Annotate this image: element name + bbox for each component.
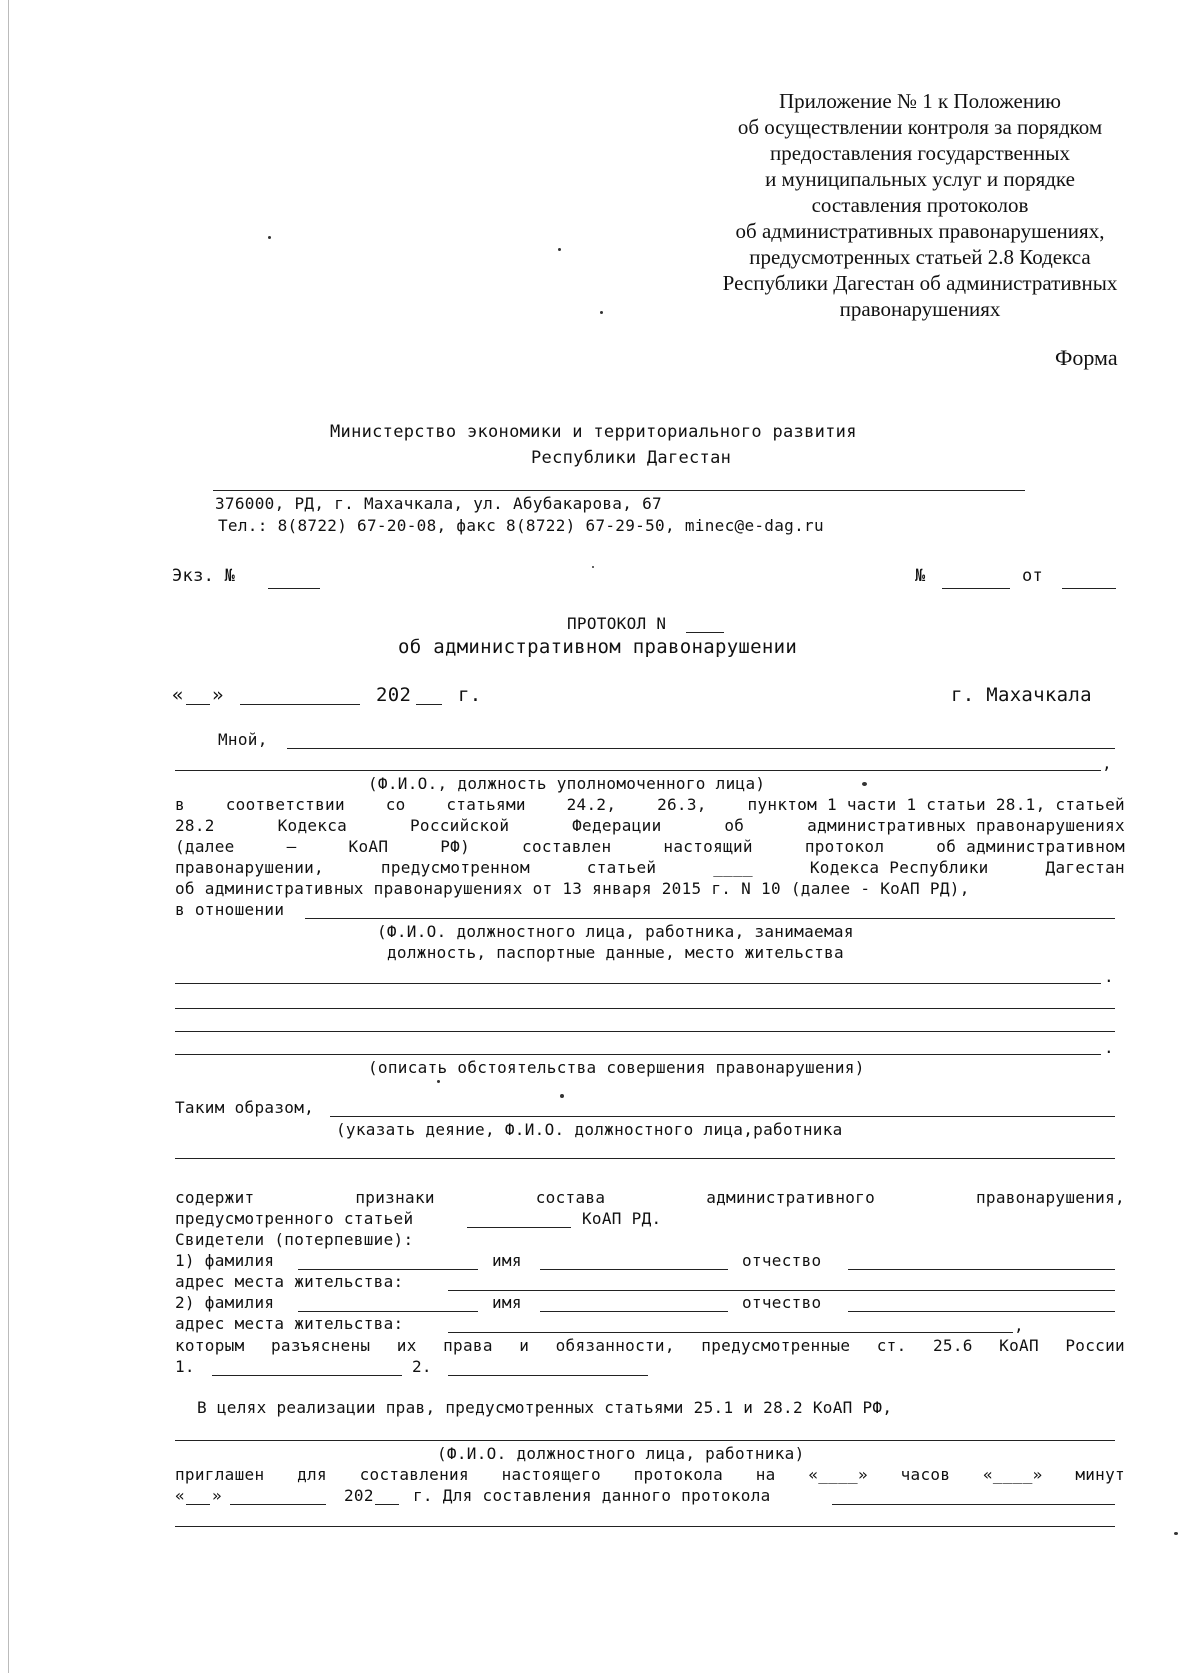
witness1-surname-field[interactable]	[298, 1269, 478, 1270]
para1-line5: об административных правонарушениях от 13 января 2015 г. N 10 (далее - КоАП РД),	[175, 879, 970, 898]
annex-line: предоставления государственных	[770, 141, 1070, 165]
copy-number-label: Экз. №	[172, 566, 236, 586]
date-close-quote: »	[212, 684, 224, 706]
date2-day-field[interactable]	[186, 1504, 210, 1505]
annex-line: составления протоколов	[811, 193, 1029, 217]
annex-line: правонарушениях	[839, 297, 1001, 321]
witness1-patronymic-field[interactable]	[848, 1269, 1115, 1270]
annex-line: об административных правонарушениях,	[735, 219, 1105, 243]
date2-close-quote: »	[212, 1486, 222, 1505]
witness2-name-label: имя	[492, 1293, 522, 1312]
number-label: №	[915, 566, 926, 586]
year-suffix: г.	[458, 684, 482, 706]
date2-year-field[interactable]	[375, 1504, 399, 1505]
copy-number-field[interactable]	[268, 588, 320, 589]
circumstances-line-2[interactable]	[175, 1031, 1115, 1032]
koap-rd: КоАП РД.	[582, 1209, 662, 1228]
witness1-patronymic-label: отчество	[742, 1251, 822, 1270]
by-me-label: Мной,	[218, 730, 268, 749]
provided-by-label: предусмотренного статьей	[175, 1209, 414, 1228]
signature-1-label: 1.	[175, 1357, 195, 1376]
witnesses-label: Свидетели (потерпевшие):	[175, 1230, 414, 1249]
signature-1-field[interactable]	[212, 1375, 402, 1376]
in-relation-label: в отношении	[175, 900, 285, 919]
protocol-subtitle: об административном правонарушении	[398, 636, 798, 658]
contains-line: содержит признаки состава административного правонарушения,	[175, 1188, 1125, 1207]
scan-speck	[862, 782, 867, 786]
period: .	[1104, 967, 1114, 986]
annex-line: предусмотренных статьей 2.8 Кодекса	[749, 245, 1091, 269]
witness2-address-field[interactable]	[448, 1332, 1013, 1333]
number-field[interactable]	[942, 588, 1010, 589]
annex-line: об осуществлении контроля за порядком	[737, 115, 1103, 139]
scan-speck	[268, 236, 271, 239]
scan-speck	[600, 311, 603, 314]
protocol-title: ПРОТОКОЛ N	[567, 614, 667, 633]
witness2-surname-field[interactable]	[298, 1311, 478, 1312]
signature-2-label: 2.	[412, 1357, 432, 1376]
date-open-quote: «	[172, 684, 184, 706]
scan-edge-line	[8, 0, 9, 1673]
witness2-surname-label: 2) фамилия	[175, 1293, 275, 1312]
person-field[interactable]	[305, 918, 1115, 919]
comma: ,	[1102, 754, 1112, 773]
act-field-2[interactable]	[175, 1158, 1115, 1159]
para1-line4: правонарушении, предусмотренном статьей ____ Кодекса Республики Дагестан	[175, 858, 1125, 877]
act-field[interactable]	[330, 1116, 1115, 1117]
official-name-field-2[interactable]	[175, 770, 1101, 771]
date2-month-field[interactable]	[230, 1504, 326, 1505]
witness2-name-field[interactable]	[540, 1311, 728, 1312]
compose-protocol-field[interactable]	[832, 1504, 1115, 1505]
official-name-field[interactable]	[287, 748, 1115, 749]
city: г. Махачкала	[951, 684, 1092, 706]
annex-line: Приложение № 1 к Положению	[778, 89, 1061, 113]
signature-2-field[interactable]	[448, 1375, 648, 1376]
witness2-patronymic-field[interactable]	[848, 1311, 1115, 1312]
thus-label: Таким образом,	[175, 1098, 315, 1117]
date2-open-quote: «	[175, 1486, 185, 1505]
date2-year-prefix: 202	[344, 1486, 374, 1505]
circumstances-line-3[interactable]	[175, 1054, 1101, 1055]
para1-line1: в соответствии со статьями 24.2, 26.3, пунктом 1 части 1 статьи 28.1, статьей	[175, 795, 1125, 814]
person-caption-1: (Ф.И.О. должностного лица, работника, занимаемая	[377, 922, 854, 941]
scan-speck	[1174, 1532, 1178, 1535]
scan-speck	[560, 1094, 564, 1098]
year-prefix: 202	[376, 684, 412, 706]
official-caption: (Ф.И.О. должностного лица, работника)	[437, 1444, 805, 1463]
witness1-surname-label: 1) фамилия	[175, 1251, 275, 1270]
month-field[interactable]	[240, 704, 360, 705]
witness1-name-label: имя	[492, 1251, 522, 1270]
scan-speck	[558, 248, 561, 251]
ministry-name-line1: Министерство экономики и территориального развития	[330, 422, 857, 442]
scan-speck	[437, 1080, 440, 1083]
article-field[interactable]	[467, 1227, 571, 1228]
invited-line: приглашен для составления настоящего протокола на «____» часов «____» минут	[175, 1465, 1125, 1484]
para1-line2: 28.2 Кодекса Российской Федерации об административных правонарушениях	[175, 816, 1125, 835]
form-label: Форма	[1055, 345, 1118, 370]
act-caption: (указать деяние, Ф.И.О. должностного лица,работника	[336, 1120, 843, 1139]
date2-year-suffix: г. Для составления данного протокола	[413, 1486, 771, 1505]
compose-protocol-field-2[interactable]	[175, 1526, 1115, 1527]
year-field[interactable]	[416, 704, 442, 705]
para1-line3: (далее – КоАП РФ) составлен настоящий протокол об административном	[175, 837, 1125, 856]
person-caption-2: должность, паспортные данные, место жительства	[387, 943, 844, 962]
ministry-address: 376000, РД, г. Махачкала, ул. Абубакарова, 67	[215, 494, 662, 513]
day-field[interactable]	[186, 704, 210, 705]
rights-paragraph: В целях реализации прав, предусмотренных статьями 25.1 и 28.2 КоАП РФ,	[197, 1398, 893, 1417]
person-field-2[interactable]	[175, 983, 1101, 984]
explained-line: которым разъяснены их права и обязанности, предусмотренные ст. 25.6 КоАП России	[175, 1336, 1125, 1355]
circumstances-caption: (описать обстоятельства совершения правонарушения)	[368, 1058, 865, 1077]
scan-speck	[592, 566, 594, 568]
from-date-field[interactable]	[1062, 588, 1116, 589]
protocol-number-field[interactable]	[686, 632, 724, 633]
invited-official-field[interactable]	[175, 1440, 1115, 1441]
period: .	[1104, 1038, 1114, 1057]
witness1-address-field[interactable]	[448, 1290, 1115, 1291]
fio-caption: (Ф.И.О., должность уполномоченного лица)	[368, 774, 766, 793]
witness2-address-label: адрес места жительства:	[175, 1314, 404, 1333]
annex-line: Республики Дагестан об административных	[722, 271, 1118, 295]
witness2-patronymic-label: отчество	[742, 1293, 822, 1312]
witness1-address-label: адрес места жительства:	[175, 1272, 404, 1291]
ministry-underline	[213, 490, 1025, 491]
witness1-name-field[interactable]	[540, 1269, 728, 1270]
circumstances-line-1[interactable]	[175, 1008, 1115, 1009]
annex-header	[690, 88, 1150, 322]
comma: ,	[1014, 1316, 1024, 1335]
ministry-contacts: Тел.: 8(8722) 67-20-08, факс 8(8722) 67-29-50, minec@e-dag.ru	[218, 516, 824, 535]
ministry-name-line2: Республики Дагестан	[531, 448, 732, 468]
annex-line: и муниципальных услуг и порядке	[765, 167, 1075, 191]
from-label: от	[1022, 566, 1044, 586]
